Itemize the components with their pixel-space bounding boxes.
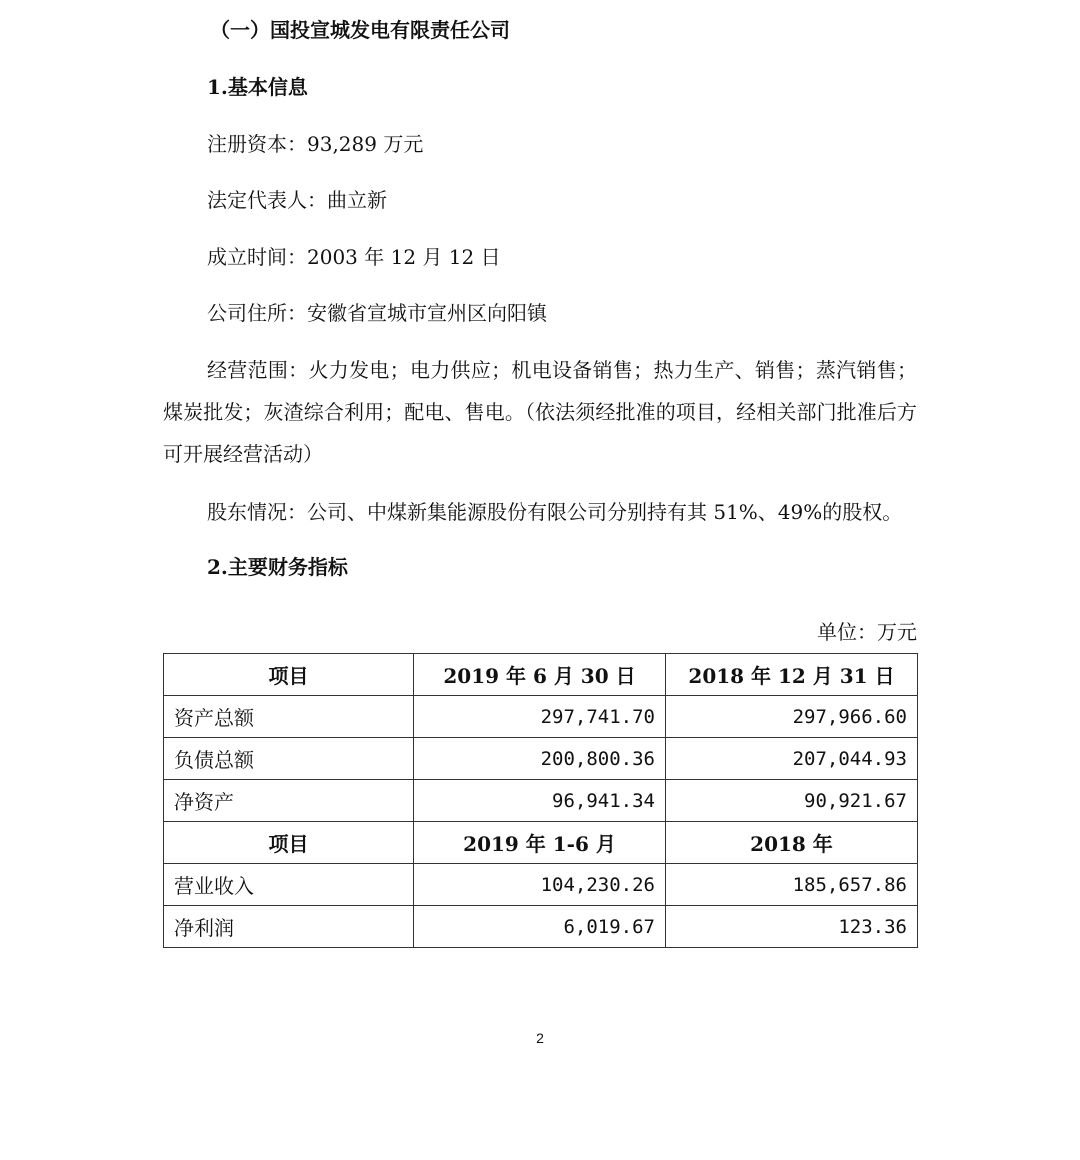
row-value: 200,800.36 xyxy=(414,738,666,780)
table-row xyxy=(164,864,918,906)
row-label: 资产总额 xyxy=(164,696,414,738)
financials-heading: 2.主要财务指标 xyxy=(207,555,348,579)
table-row xyxy=(164,780,918,822)
table-row xyxy=(164,906,918,948)
page-number: 2 xyxy=(536,1030,544,1046)
row-value: 90,921.67 xyxy=(666,780,918,822)
company-address: 公司住所：安徽省宣城市宣州区向阳镇 xyxy=(207,301,547,325)
row-value: 96,941.34 xyxy=(414,780,666,822)
row-value: 207,044.93 xyxy=(666,738,918,780)
financial-table xyxy=(163,653,918,948)
row-value: 6,019.67 xyxy=(414,906,666,948)
row-value: 297,966.60 xyxy=(666,696,918,738)
header-item: 项目 xyxy=(164,654,414,696)
table-header-row xyxy=(164,654,918,696)
registered-capital: 注册资本：93,289 万元 xyxy=(207,132,424,156)
table-row xyxy=(164,696,918,738)
row-label: 负债总额 xyxy=(164,738,414,780)
unit-label: 单位：万元 xyxy=(817,620,917,644)
shareholders: 股东情况：公司、中煤新集能源股份有限公司分别持有其 51%、49%的股权。 xyxy=(207,500,903,524)
row-label: 净利润 xyxy=(164,906,414,948)
row-label: 净资产 xyxy=(164,780,414,822)
row-value: 297,741.70 xyxy=(414,696,666,738)
header-2018: 2018 年 xyxy=(666,822,918,864)
row-value: 104,230.26 xyxy=(414,864,666,906)
table-row xyxy=(164,738,918,780)
table-subheader-row xyxy=(164,822,918,864)
basic-info-heading: 1.基本信息 xyxy=(207,75,308,99)
business-scope: 经营范围：火力发电；电力供应；机电设备销售；热力生产、销售；蒸汽销售；煤炭批发；灰渣综合利用；配电、售电。（依法须经批准的项目，经相关部门批准后方可开展经营活动） xyxy=(163,358,917,466)
row-value: 185,657.86 xyxy=(666,864,918,906)
header-2019-h1: 2019 年 1-6 月 xyxy=(414,822,666,864)
section-title: （一）国投宣城发电有限责任公司 xyxy=(210,18,510,42)
row-label: 营业收入 xyxy=(164,864,414,906)
header-item: 项目 xyxy=(164,822,414,864)
legal-representative: 法定代表人：曲立新 xyxy=(207,188,387,212)
header-2019-06-30: 2019 年 6 月 30 日 xyxy=(414,654,666,696)
established-date: 成立时间：2003 年 12 月 12 日 xyxy=(207,245,501,269)
row-value: 123.36 xyxy=(666,906,918,948)
header-2018-12-31: 2018 年 12 月 31 日 xyxy=(666,654,918,696)
